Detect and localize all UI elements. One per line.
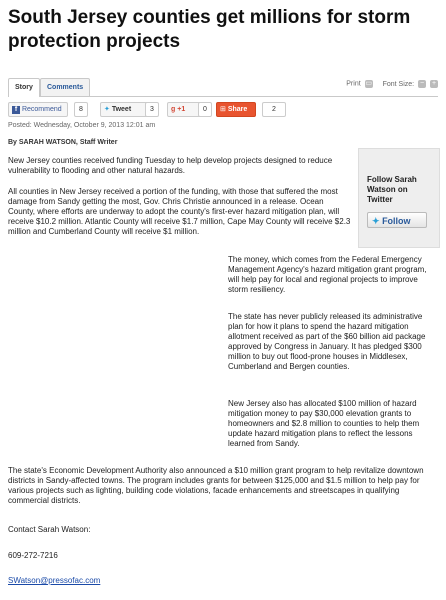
google-plus-label: +1 bbox=[177, 106, 186, 113]
minus-icon[interactable]: − bbox=[420, 80, 425, 87]
article-tools bbox=[346, 80, 438, 88]
article-paragraph: The state has never publicly released its administrative plan for how it plans to spend the hazard mitigation allotment received as part of the $60 billion aid package approved by Congress in January. It has pledged $300 million to buy out flood-prone houses in Middlesex, Cumberland and Bergen counties. bbox=[228, 312, 426, 371]
twitter-bird-icon: ✦ bbox=[104, 106, 110, 113]
tweet-count: 3 bbox=[145, 102, 159, 117]
author-byline: By SARAH WATSON, Staff Writer bbox=[8, 139, 118, 146]
contact-label: Contact Sarah Watson: bbox=[8, 525, 91, 534]
plus-icon[interactable]: + bbox=[431, 80, 437, 87]
share-button-label: Share bbox=[227, 106, 248, 113]
article-paragraph: New Jersey also has allocated $100 million of hazard mitigation money to pay $30,000 elevation grants to homeowners and $2.8 million to counties to help them update hazard mitigation plans to reflect the lessons learned from Sandy. bbox=[228, 399, 420, 448]
tab-story[interactable]: Story bbox=[8, 78, 40, 97]
facebook-icon: f bbox=[12, 106, 20, 114]
contact-email-link[interactable]: SWatson@pressofac.com bbox=[8, 576, 101, 585]
follow-button-label: Follow bbox=[382, 216, 411, 226]
twitter-follow-box bbox=[358, 148, 440, 248]
print-icon: ▭ bbox=[365, 80, 372, 87]
article-paragraph: The money, which comes from the Federal Emergency Management Agency's hazard mitigation grant program, will help pay for local and regional projects to improve storm resiliency. bbox=[228, 255, 427, 294]
font-size-label: Font Size: bbox=[382, 80, 415, 88]
facebook-button-label: Recommend bbox=[21, 106, 62, 113]
share-button[interactable] bbox=[216, 102, 256, 117]
google-plus-button[interactable] bbox=[167, 102, 201, 117]
share-count: 2 bbox=[262, 102, 286, 117]
tab-comments[interactable]: Comments bbox=[40, 78, 90, 96]
tweet-button-label: Tweet bbox=[111, 106, 132, 113]
google-plus-count: 0 bbox=[198, 102, 212, 117]
facebook-count: 8 bbox=[74, 102, 88, 117]
article-headline: South Jersey counties get millions for storm protection projects bbox=[8, 7, 411, 52]
print-label: Print bbox=[346, 80, 361, 88]
share-icon: ⊞ bbox=[220, 106, 226, 113]
posted-date: Posted: Wednesday, October 9, 2013 12:01 am bbox=[8, 122, 156, 129]
facebook-recommend-button[interactable] bbox=[8, 102, 68, 117]
article-paragraph: New Jersey counties received funding Tuesday to help develop projects designed to reduce vulnerability to flooding and other natural hazards. bbox=[8, 156, 333, 175]
article-paragraph: The state's Economic Development Authority also announced a $10 million grant program to help revitalize downtown districts in Sandy-affected towns. The program includes grants for between $125,000 and $1.5 million to help pay for various projects such as lighting, building code violations, facade enhancements and streetscapes in qualifying commercial districts. bbox=[8, 466, 424, 505]
follow-title: Follow Sarah Watson on Twitter bbox=[367, 175, 417, 204]
google-plus-icon: g bbox=[171, 106, 176, 113]
twitter-bird-icon: ✦ bbox=[372, 216, 380, 226]
print-link[interactable] bbox=[346, 81, 374, 88]
tweet-button[interactable] bbox=[100, 102, 148, 117]
article-paragraph: All counties in New Jersey received a portion of the funding, with those that suffered the most damage from Sandy getting the most, Gov. Chris Christie announced in a release. Ocean County, where efforts are underway to adopt the county's first-ever hazard mitigation plan, will receive $10.2 million. Atlantic County will receive $1.7 million, Cape May County will receive $2.3 million and Cumberland County will receive $1 million. bbox=[8, 187, 351, 236]
contact-phone: 609-272-7216 bbox=[8, 551, 58, 560]
twitter-follow-button[interactable] bbox=[367, 212, 427, 228]
